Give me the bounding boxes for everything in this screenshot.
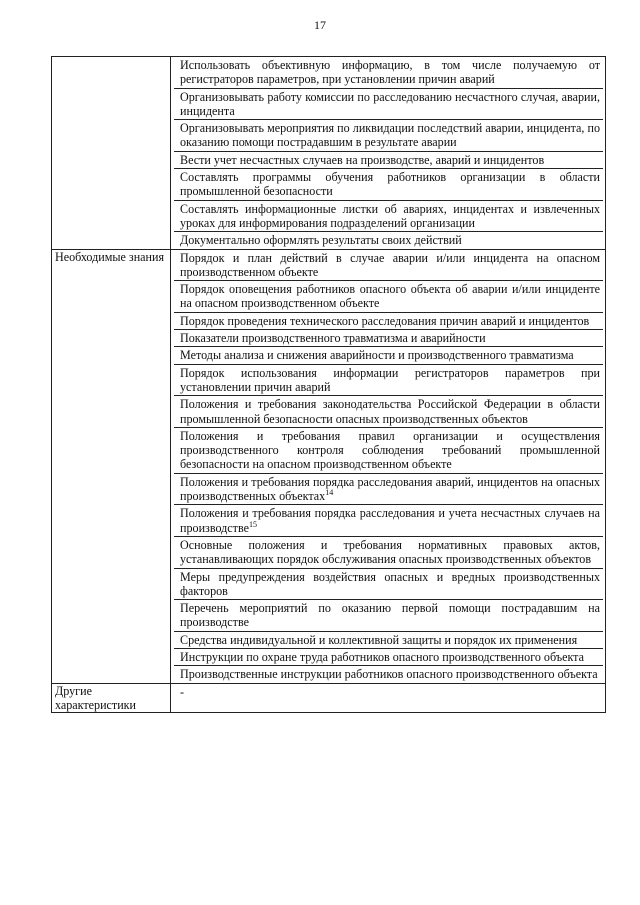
item-text: Положения и требования порядка расследования и учета несчастных случаев на производстве: [180, 506, 600, 535]
list-item: Порядок и план действий в случае аварии и/или инцидента на опасном производственном объекте: [174, 250, 603, 282]
list-item: Организовывать работу комиссии по расследованию несчастного случая, аварии, инцидента: [174, 89, 603, 121]
competency-table: [51, 56, 606, 713]
table-row: [52, 249, 606, 683]
list-item: Средства индивидуальной и коллективной защиты и порядок их применения: [174, 632, 603, 649]
list-item: Инструкции по охране труда работников опасного производственного объекта: [174, 649, 603, 666]
row-items: [171, 683, 606, 713]
list-item: Перечень мероприятий по оказанию первой помощи пострадавшим на производстве: [174, 600, 603, 632]
list-item: Положения и требования правил организации и осуществления производственного контроля соблюдения требований промышленной безопасности на опасном производственном объекте: [174, 428, 603, 474]
list-item: Порядок проведения технического расследования причин аварий и инцидентов: [174, 313, 603, 330]
list-item: Документально оформлять результаты своих действий: [180, 233, 462, 248]
table-row: [52, 57, 606, 250]
list-item: -: [180, 684, 185, 699]
page-number: 17: [314, 18, 326, 32]
list-item: Производственные инструкции работников опасного производственного объекта: [180, 667, 598, 682]
list-item: Организовывать мероприятия по ликвидации последствий аварии, инцидента, по оказанию помощи пострадавшим в результате аварии: [174, 120, 603, 152]
list-item: Положения и требования законодательства Российской Федерации в области промышленной безопасности опасных производственных объектов: [174, 396, 603, 428]
row-items: [171, 249, 606, 683]
list-item: Методы анализа и снижения аварийности и производственного травматизма: [174, 347, 603, 364]
row-label: Необходимые знания: [52, 249, 171, 683]
row-items: [171, 57, 606, 250]
item-text: Положения и требования порядка расследования аварий, инцидентов на опасных производственных объектах: [180, 474, 600, 504]
list-item: Основные положения и требования нормативных правовых актов, устанавливающих порядок обслуживания опасных производственных объектов: [174, 537, 603, 569]
list-item: Использовать объективную информацию, в том числе получаемую от регистраторов параметров, при установлении причин аварий: [174, 57, 603, 89]
list-item: Порядок оповещения работников опасного объекта об аварии и/или инциденте на опасном производственном объекте: [174, 281, 603, 313]
footnote-ref: 15: [248, 519, 257, 529]
list-item: Меры предупреждения воздействия опасных и вредных производственных факторов: [174, 569, 603, 601]
list-item: Порядок использования информации регистраторов параметров при установлении причин аварий: [174, 365, 603, 397]
row-label: Другие характеристики: [52, 683, 171, 713]
list-item: Вести учет несчастных случаев на производстве, аварий и инцидентов: [174, 152, 603, 169]
list-item: Показатели производственного травматизма и аварийности: [174, 330, 603, 347]
row-label: [52, 57, 171, 250]
table-row: [52, 683, 606, 713]
list-item: [174, 474, 603, 506]
footnote-ref: 14: [325, 487, 334, 497]
list-item: [174, 505, 603, 537]
list-item: Составлять программы обучения работников организации в области промышленной безопасности: [174, 169, 603, 201]
list-item: Составлять информационные листки об авариях, инцидентах и извлеченных уроках для информирования подразделений организации: [174, 201, 603, 233]
